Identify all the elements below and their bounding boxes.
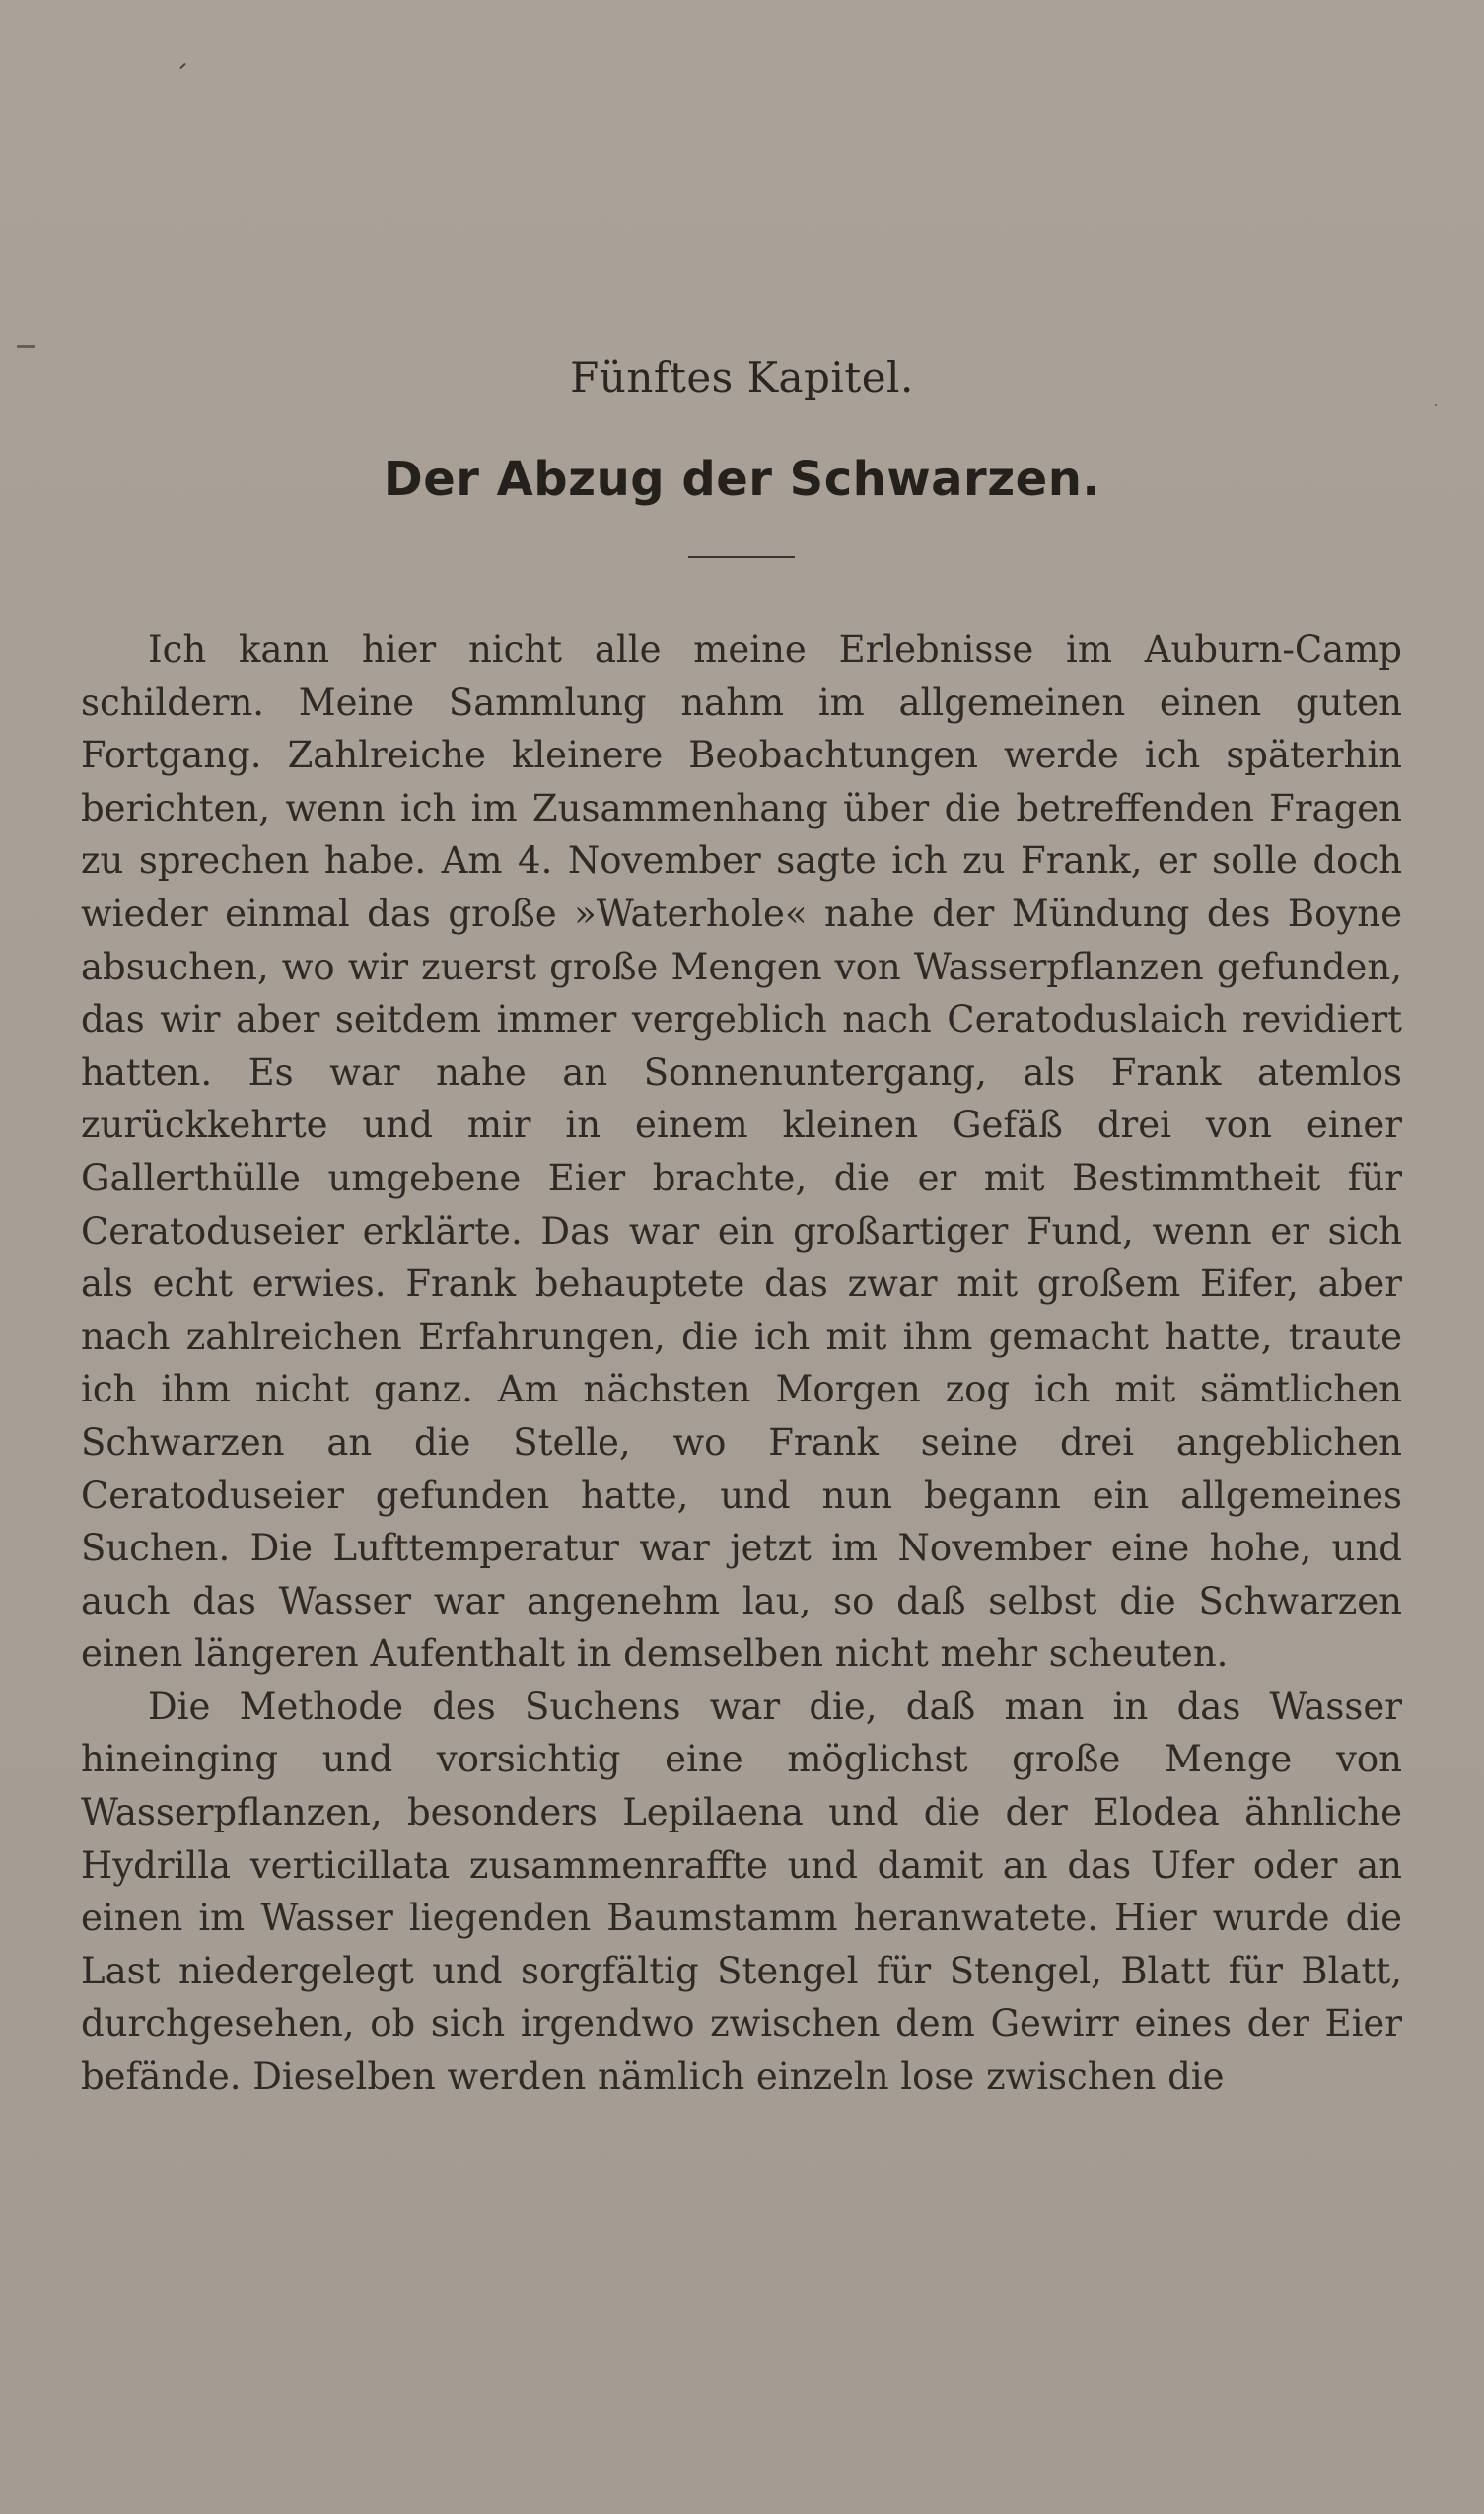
pencil-mark bbox=[179, 63, 185, 69]
title-rule bbox=[688, 556, 795, 558]
body-text bbox=[81, 623, 1402, 2104]
paragraph-1: Ich kann hier nicht alle meine Erlebnisse im Auburn-Camp schildern. Meine Sammlung nahm im allgemeinen einen guten Fortgang. Zahlreiche kleinere Beobachtungen werde ich späterhin berichten, wenn ich im Zusammenhang über die betreffenden Fragen zu sprechen habe. Am 4. November sagte ich zu Frank, er solle doch wieder einmal das große »Waterhole« nahe der Mündung des Boyne absuchen, wo wir zuerst große Mengen von Wasserpflanzen gefunden, das wir aber seitdem immer vergeblich nach Ceratoduslaich revidiert hatten. Es war nahe an Sonnenuntergang, als Frank atemlos zurückkehrte und mir in einem kleinen Gefäß drei von einer Gallerthülle umgebene Eier brachte, die er mit Bestimmtheit für Ceratoduseier erklärte. Das war ein großartiger Fund, wenn er sich als echt erwies. Frank behauptete das zwar mit großem Eifer, aber nach zahlreichen Erfahrungen, die ich mit ihm gemacht hatte, traute ich ihm nicht ganz. Am nächsten Morgen zog ich mit sämtlichen Schwarzen an die Stelle, wo Frank seine drei angeblichen Ceratoduseier gefunden hatte, und nun begann ein allgemeines Suchen. Die Lufttemperatur war jetzt im November eine hohe, und auch das Wasser war angenehm lau, so daß selbst die Schwarzen einen längeren Aufenthalt in demselben nicht mehr scheuten. bbox=[81, 628, 1402, 1676]
chapter-title: Der Abzug der Schwarzen. bbox=[383, 452, 1101, 507]
dust-speck bbox=[1435, 404, 1437, 406]
chapter-label: Fünftes Kapitel. bbox=[570, 353, 914, 401]
paragraph-2: Die Methode des Suchens war die, daß man in das Wasser hineinging und vorsichtig eine möglichst große Menge von Wasserpflanzen, besonders Lepilaena und die der Elodea ähnliche Hydrilla verticillata zusammenraffte und damit an das Ufer oder an einen im Wasser liegenden Baumstamm heranwatete. Hier wurde die Last niedergelegt und sorgfältig Stengel für Stengel, Blatt für Blatt, durchgesehen, ob sich irgendwo zwischen dem Gewirr eines der Eier befände. Dieselben werden nämlich einzeln lose zwischen die bbox=[81, 1685, 1402, 2099]
edge-mark bbox=[17, 345, 35, 348]
